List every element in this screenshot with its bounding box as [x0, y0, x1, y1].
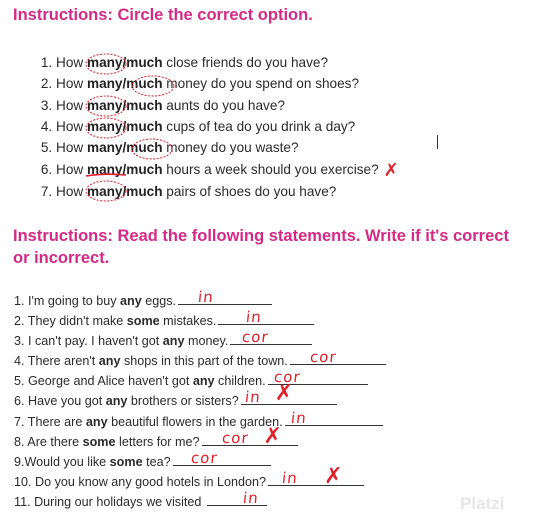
list-item: 11. During our holidays we visited in	[14, 492, 529, 512]
list-item: 3. How many/much aunts do you have?	[56, 95, 516, 116]
option-many-much: many/much	[86, 118, 163, 134]
answer-blank[interactable]	[207, 488, 267, 507]
list-item: 4. How many/much cups of tea do you drink a day?	[56, 116, 516, 137]
list-item: 4. There aren't any shops in this part of the town. cor	[14, 351, 529, 371]
handwritten-answer: in	[241, 488, 260, 507]
list-item: 9.Would you like some tea? cor	[14, 452, 529, 472]
option-many-much: many/much	[86, 76, 163, 92]
list-item: 5. George and Alice haven't got any children. cor	[14, 371, 529, 391]
list-item: 2. How many/much money do you spend on shoes?	[56, 73, 516, 94]
handwritten-answer: cor	[241, 328, 270, 347]
answer-blank[interactable]	[173, 448, 271, 467]
x-mark-icon: ✗	[324, 463, 343, 489]
handwritten-answer: cor	[272, 368, 302, 387]
list-item: 3. I can't pay. I haven't got any money. cor	[14, 331, 529, 351]
list-item: 6. How many/much hours a week should you exercise? ✗	[56, 158, 516, 180]
list-item: 5. How many/much money do you waste?	[56, 137, 516, 158]
answer-blank[interactable]	[268, 463, 364, 489]
handwritten-answer: in	[281, 468, 299, 487]
list-item: 7. There are any beautiful flowers in the garden. in	[14, 412, 529, 432]
handwritten-answer: cor	[189, 448, 219, 467]
list-item: 10. Do you know any good hotels in London? in ✗	[14, 472, 529, 492]
option-many-much: many/much	[86, 183, 163, 199]
instructions-heading-2: Instructions: Read the following statements. Write if it's correct or incorrect.	[13, 227, 509, 267]
answer-blank[interactable]	[285, 408, 383, 427]
instructions-heading-1: Instructions: Circle the correct option.	[13, 6, 313, 24]
option-many-much: many/much	[86, 97, 163, 113]
handwritten-answer: in	[243, 388, 262, 407]
option-many-much: many/much	[86, 55, 163, 70]
list-item: 2. They didn't make some mistakes. in	[14, 311, 529, 331]
list-item: 6. Have you got any brothers or sisters? in ✗	[14, 391, 529, 411]
handwritten-answer: in	[289, 408, 308, 427]
text-cursor	[437, 135, 438, 149]
x-mark-icon: ✗	[383, 160, 399, 182]
list-item: 1. How many/much close friends do you have?	[56, 52, 516, 73]
x-mark-icon: ✗	[274, 381, 294, 407]
platzi-watermark: Platzi	[460, 494, 505, 513]
answer-blank[interactable]	[218, 308, 314, 327]
list-item: 1. I'm going to buy any eggs. in	[14, 291, 529, 311]
handwritten-answer: in	[197, 288, 215, 306]
handwritten-answer: in	[245, 308, 264, 327]
answer-blank[interactable]	[290, 348, 386, 367]
handwritten-answer: cor	[308, 348, 338, 367]
option-many-much: many/much	[86, 162, 163, 178]
answer-blank[interactable]	[178, 288, 272, 306]
list-item: 8. Are there some letters for me? cor ✗	[14, 432, 529, 452]
list-item: 7. How many/much pairs of shoes do you have?	[56, 181, 516, 202]
answer-blank[interactable]	[202, 423, 298, 449]
handwritten-answer: cor	[220, 428, 250, 447]
option-many-much: many/much	[86, 140, 163, 156]
circle-option-list	[0, 52, 516, 202]
statements-list	[14, 288, 529, 512]
answer-blank[interactable]	[230, 328, 312, 347]
x-mark-icon: ✗	[263, 423, 282, 449]
answer-blank[interactable]	[241, 381, 337, 407]
